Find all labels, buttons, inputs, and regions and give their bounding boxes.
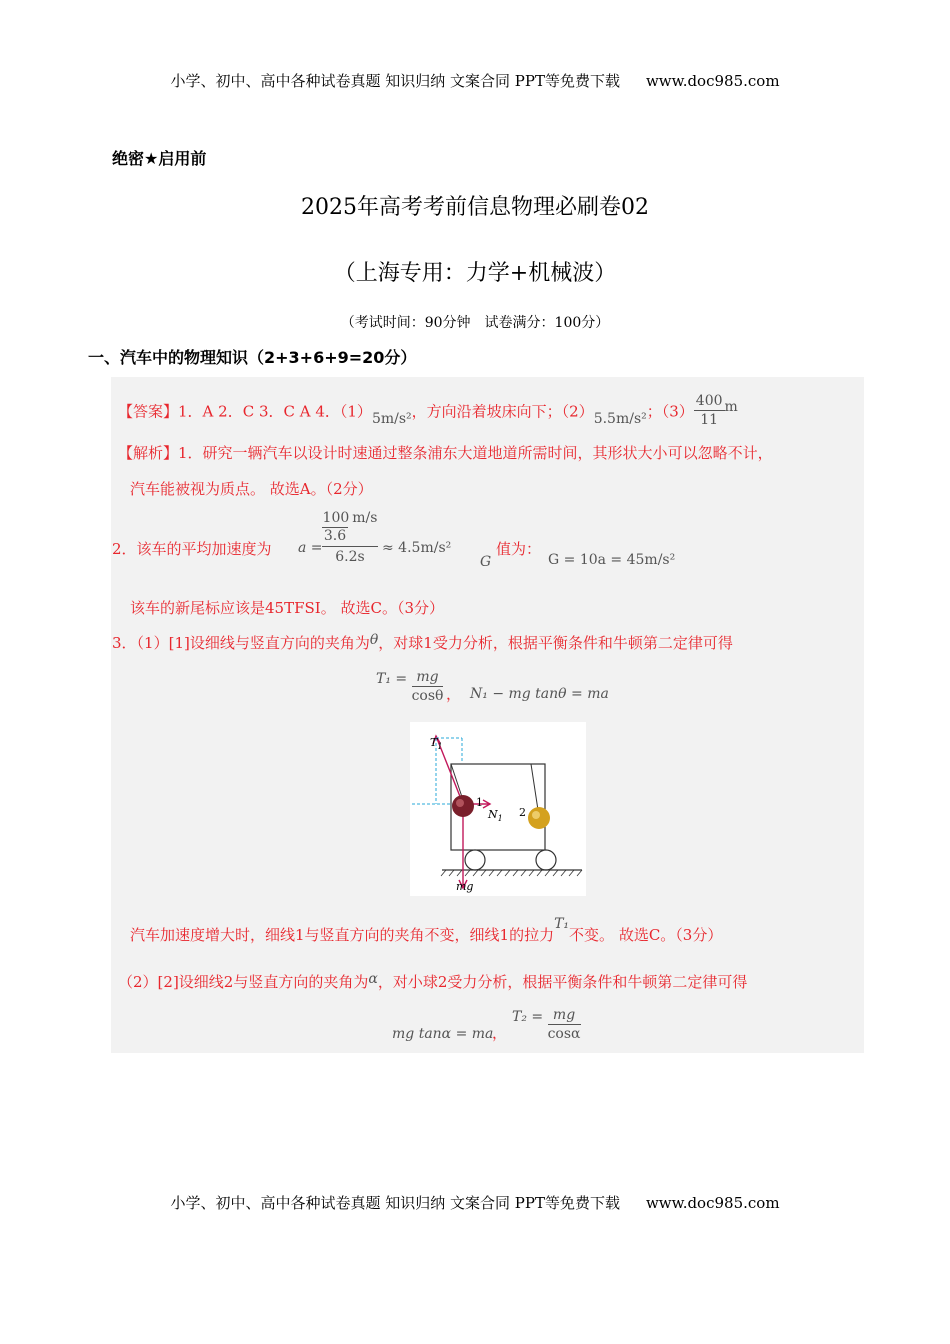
footer-text: 小学、初中、高中各种试卷真题 知识归纳 文案合同 PPT等免费下载 — [170, 1194, 620, 1212]
eq-t2: T₂ = $\frac{mg}{\cos\alpha}$ — [512, 1007, 581, 1042]
t1-symbol: T₁ — [554, 916, 570, 932]
eq-comma-1: ， — [446, 685, 462, 703]
label-ball-1: 1 — [476, 796, 483, 809]
analysis-line-1: 【解析】1．研究一辆汽车以设计时速通过整条浦东大道地道所需时间，其形状大小可以忽略不计， — [118, 444, 773, 462]
label-n1: $N_1$ — [488, 808, 503, 823]
g-symbol: G — [480, 554, 492, 570]
cart-wheel-left — [465, 850, 485, 870]
answer-text: 1．A 2．C 3．C A 4．（1） — [178, 402, 372, 421]
answer-unit: m — [724, 398, 738, 415]
header-site[interactable]: www.doc985.com — [645, 72, 780, 90]
answer-value-2: 5.5m/s² — [593, 410, 647, 427]
analysis-line-5: 3．（1）[1]设细线与竖直方向的夹角为θ，对球1受力分析，根据平衡条件和牛顿第二定律可得 — [112, 632, 733, 652]
section-title: 一、汽车中的物理知识（2+3+6+9=20分） — [88, 348, 417, 367]
eq-accel-lhs: a = — [298, 540, 323, 556]
analysis-line-2: 汽车能被视为质点。 故选A。（2分） — [130, 480, 373, 498]
g-text: 值为： — [496, 540, 542, 558]
ball-1 — [452, 795, 474, 817]
answer-semi: ；（3） — [646, 402, 694, 421]
answer-tag: 【答案】 — [118, 402, 179, 421]
analysis-line-4: 该车的新尾标应该是45TFSI。 故选C。（3分） — [130, 599, 444, 617]
eq-n1: N₁ − mg tanθ = ma — [470, 686, 609, 702]
theta-symbol: θ — [369, 632, 379, 648]
header-text: 小学、初中、高中各种试卷真题 知识归纳 文案合同 PPT等免费下载 — [170, 72, 620, 90]
footer-site[interactable]: www.doc985.com — [645, 1194, 780, 1212]
eq-t1: T₁ = $\frac{mg}{\cos\theta}$ — [376, 669, 444, 704]
analysis-line-3: 2．该车的平均加速度为 — [112, 540, 272, 558]
alpha-symbol: α — [368, 971, 378, 987]
eq-accel-rhs: ≈ 4.5m/s² — [382, 540, 452, 556]
confidential-mark: 绝密★启用前 — [112, 149, 207, 168]
answer-mid: ，方向沿着坡床向下；（2） — [411, 402, 594, 421]
analysis-line-6: 汽车加速度增大时，细线1与竖直方向的夹角不变，细线1的拉力T₁不变。 故选C。（3分） — [130, 916, 723, 944]
eq-g: G = 10a = 45m/s² — [548, 552, 676, 568]
label-t1: $T_1$ — [430, 736, 443, 751]
force-diagram — [410, 722, 586, 896]
eq-comma-2: ， — [492, 1024, 508, 1042]
answer-fraction: $\frac{400}{11}$ — [695, 393, 723, 428]
label-ball-2: 2 — [519, 806, 526, 819]
exam-info: （考试时间：90分钟 试卷满分：100分） — [340, 315, 610, 331]
answer-value-1: 5m/s² — [371, 410, 412, 427]
page-subtitle: （上海专用：力学+机械波） — [333, 261, 617, 286]
label-mg: mg — [456, 880, 474, 893]
eq-accel-fraction: 100 m/s 3.6 6.2s — [322, 510, 378, 565]
cart-wheel-right — [536, 850, 556, 870]
analysis-tag: 【解析】 — [118, 444, 179, 462]
ball-2 — [528, 807, 550, 829]
eq-alpha: mg tanα = ma — [392, 1026, 494, 1042]
page-title: 2025年高考考前信息物理必刷卷02 — [301, 195, 649, 220]
page-footer — [0, 1192, 950, 1213]
answer-line — [118, 394, 738, 431]
analysis-line-7: （2）[2]设细线2与竖直方向的夹角为α，对小球2受力分析，根据平衡条件和牛顿第二定律可得 — [118, 971, 748, 991]
page-header — [0, 70, 950, 91]
